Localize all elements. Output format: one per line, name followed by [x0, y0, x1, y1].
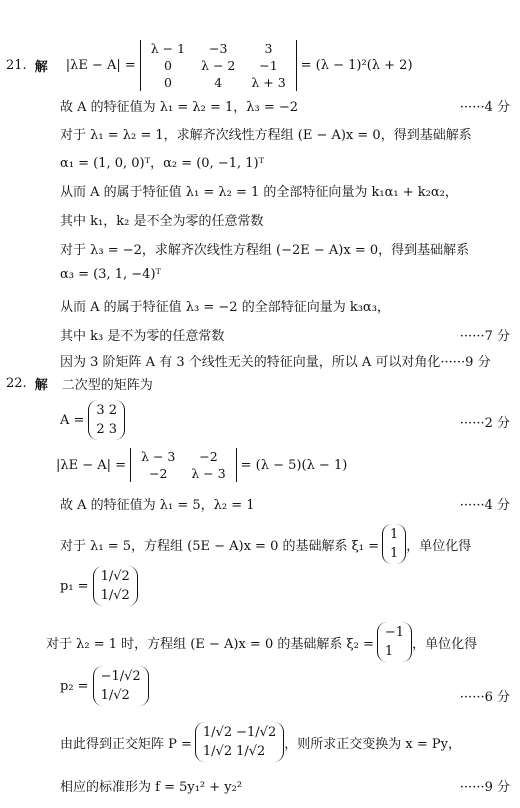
- q22-p2-lhs: p₂ =: [60, 678, 89, 694]
- q22-case-2-tail: ，单位化得: [412, 636, 478, 652]
- q22-case-1: [60, 524, 471, 564]
- q22-label: 解: [34, 378, 48, 393]
- q21-det-rhs: = (λ − 1)²(λ + 2): [300, 58, 413, 73]
- q22-p2-cell-0-0: −1/√2: [100, 669, 141, 684]
- q22-a-cell-0-1: 2: [108, 403, 117, 418]
- q21-conclusion: 因为 3 阶矩阵 A 有 3 个线性无关的特征向量，所以 A 可以对角化······9 分: [60, 355, 491, 370]
- q22-intro: 二次型的矩阵为: [61, 378, 153, 393]
- q22-a-cell-1-1: 3: [108, 422, 117, 437]
- q21-case-2: 对于 λ₃ = −2，求解齐次线性方程组 (−2E − A)x = 0，得到基础解系: [60, 243, 470, 258]
- q22-orthogonal: [60, 722, 461, 762]
- q22-a-matrix: [88, 400, 125, 440]
- q22-det-cell-0-1: −2: [199, 449, 218, 464]
- q22-a-lhs: A =: [60, 412, 85, 428]
- q22-p1: [60, 566, 138, 606]
- q22-score-3: ······6 分: [459, 690, 510, 705]
- q22-det-cell-0-0: λ − 3: [141, 449, 176, 464]
- q21-determinant: [140, 40, 297, 91]
- q21-number: 21.: [6, 58, 27, 73]
- q21-case-1: 对于 λ₁ = λ₂ = 1，求解齐次线性方程组 (E − A)x = 0，得到基础解系: [60, 128, 472, 143]
- q22-P-cell-0-0: 1/√2: [202, 725, 233, 740]
- q22-P-cell-0-1: −1/√2: [236, 725, 277, 740]
- q22-standard-form: 相应的标准形为 f = 5y₁² + y₂²: [60, 780, 243, 795]
- q22-number: 22.: [6, 376, 27, 391]
- q22-det-lhs: |λE − A| =: [56, 457, 127, 473]
- q21-eigenvalues: 故 A 的特征值为 λ₁ = λ₂ = 1，λ₃ = −2: [60, 100, 299, 115]
- q21-det-cell-1-0: 0: [163, 58, 172, 73]
- q21-basis-2: α₃ = (3, 1, −4)ᵀ: [60, 267, 161, 282]
- q22-score-2: ······4 分: [459, 498, 510, 513]
- q22-P-cell-1-1: 1/√2: [236, 744, 266, 759]
- q22-eigenvalues: 故 A 的特征值为 λ₁ = 5，λ₂ = 1: [60, 498, 255, 513]
- q22-determinant: [130, 448, 237, 482]
- q22-case-2: [46, 622, 477, 662]
- q22-case-2-text: 对于 λ₂ = 1 时，方程组 (E − A)x = 0 的基础解系 ξ₂ =: [46, 636, 374, 652]
- q22-p1-lhs: p₁ =: [60, 578, 89, 594]
- q21-det-cell-1-1: λ − 2: [201, 58, 236, 73]
- q21-header: [6, 40, 413, 91]
- q22-ortho-text: 由此得到正交矩阵 P =: [60, 736, 192, 752]
- q22-det: [56, 448, 347, 482]
- q21-det-cell-0-2: 3: [264, 41, 273, 56]
- q22-matrix-a: [60, 400, 125, 440]
- q22-p2-vector: [93, 666, 149, 706]
- q22-P-cell-1-0: 1/√2: [202, 744, 233, 759]
- q22-case-1-tail: ，单位化得: [406, 538, 472, 554]
- q22-a-cell-0-0: 3: [96, 403, 105, 418]
- q21-label: 解: [34, 60, 48, 75]
- q21-score-2: ······7 分: [459, 329, 510, 344]
- q22-score-1: ······2 分: [459, 416, 510, 431]
- q21-det-cell-2-2: λ + 3: [251, 75, 286, 90]
- q22-xi1-cell-0-0: 1: [390, 527, 399, 542]
- q21-det-cell-2-0: 0: [163, 75, 172, 90]
- q22-xi2-vector: [377, 622, 412, 662]
- q21-basis-1: α₁ = (1, 0, 0)ᵀ，α₂ = (0, −1, 1)ᵀ: [60, 156, 265, 171]
- q22-header: [6, 374, 153, 393]
- q22-det-cell-1-0: −2: [148, 466, 168, 481]
- q22-det-rhs: = (λ − 5)(λ − 1): [240, 457, 348, 473]
- q21-det-cell-1-2: −1: [259, 58, 278, 73]
- q21-score-1: ······4 分: [459, 100, 510, 115]
- q22-p2-cell-1-0: 1/√2: [100, 688, 130, 703]
- q22-p-matrix: [195, 722, 284, 762]
- q22-p2: [60, 666, 149, 706]
- q21-eigvec-1: 从而 A 的属于特征值 λ₁ = λ₂ = 1 的全部特征向量为 k₁α₁ + k₂α₂，: [60, 185, 458, 200]
- q22-score-4: ······9 分: [459, 780, 510, 795]
- q22-case-1-text: 对于 λ₁ = 5，方程组 (5E − A)x = 0 的基础解系 ξ₁ =: [60, 538, 380, 554]
- q22-p1-cell-1-0: 1/√2: [100, 588, 130, 603]
- q22-p1-cell-0-0: 1/√2: [100, 569, 130, 584]
- q22-xi2-cell-1-0: 1: [384, 644, 394, 659]
- q22-ortho-tail: ，则所求正交变换为 x = Py，: [284, 736, 461, 752]
- q21-eigvec-2: 从而 A 的属于特征值 λ₃ = −2 的全部特征向量为 k₃α₃，: [60, 300, 390, 315]
- q22-p1-vector: [93, 566, 138, 606]
- q22-a-cell-1-0: 2: [96, 422, 105, 437]
- q21-cond-1: 其中 k₁，k₂ 是不全为零的任意常数: [60, 214, 264, 229]
- q21-det-cell-0-1: −3: [208, 41, 228, 56]
- q21-det-cell-0-0: λ − 1: [150, 41, 186, 56]
- q22-xi1-vector: [382, 524, 406, 564]
- q22-xi1-cell-1-0: 1: [390, 546, 399, 561]
- q22-det-cell-1-1: λ − 3: [191, 466, 226, 481]
- q22-xi2-cell-0-0: −1: [384, 625, 405, 640]
- q21-det-cell-2-1: 4: [214, 75, 223, 90]
- q21-cond-2: 其中 k₃ 是不为零的任意常数: [60, 329, 225, 344]
- q21-det-lhs: |λE − A| =: [65, 58, 136, 73]
